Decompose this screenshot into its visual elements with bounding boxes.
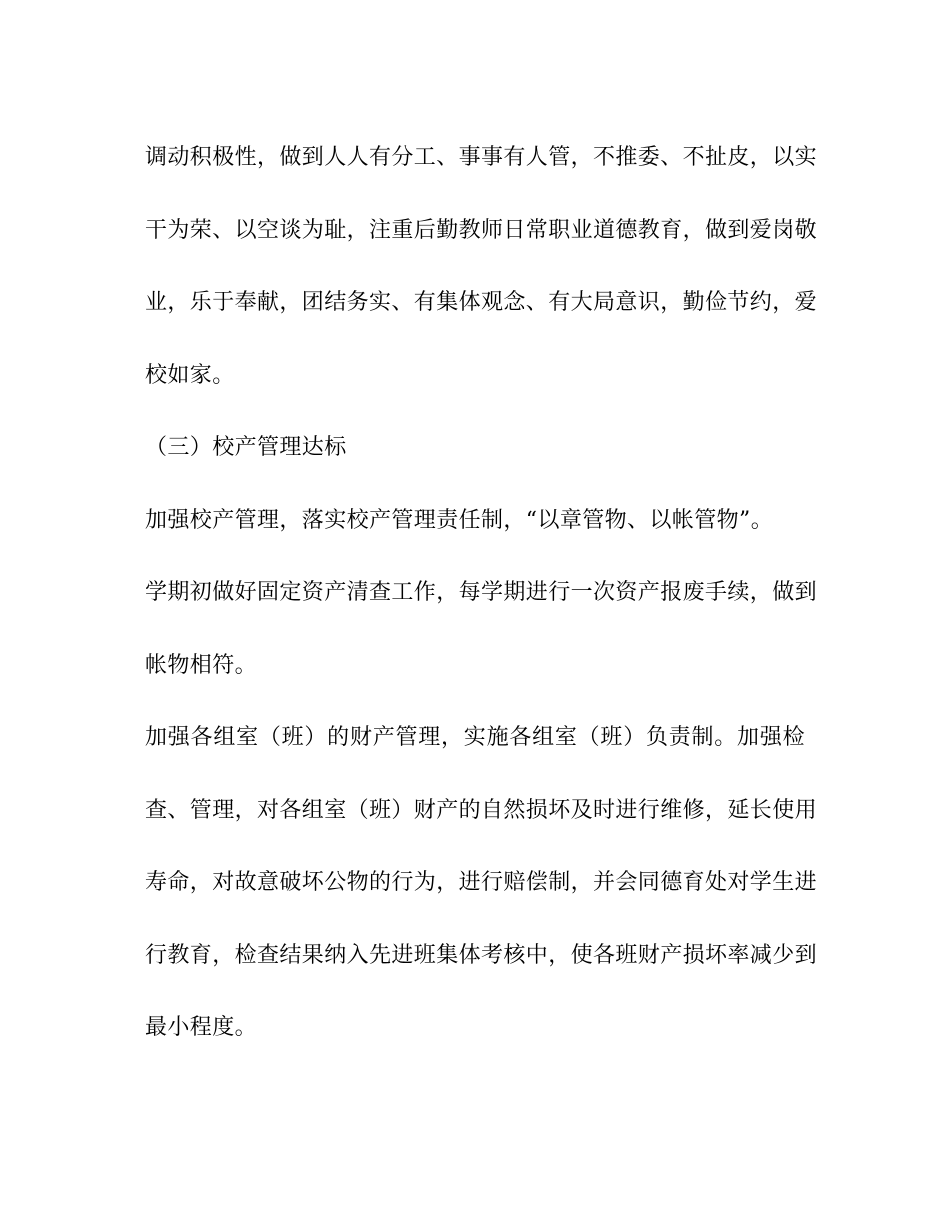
text-line: 加强各组室（班）的财产管理，实施各组室（班）负责制。加强检	[145, 725, 805, 750]
text-line: 业，乐于奉献，团结务实、有集体观念、有大局意识，勤俭节约，爱	[145, 290, 818, 315]
text-line: 学期初做好固定资产清查工作，每学期进行一次资产报废手续，做到	[145, 580, 818, 605]
text-line: 行教育，检查结果纳入先进班集体考核中，使各班财产损坏率减少到	[145, 942, 818, 968]
text-line: 最小程度。	[145, 1015, 258, 1040]
document-body	[145, 136, 818, 1079]
text-line: 校如家。	[145, 362, 235, 388]
text-line: 查、管理，对各组室（班）财产的自然损坏及时进行维修，延长使用	[145, 797, 818, 823]
text-line: 干为荣、以空谈为耻，注重后勤教师日常职业道德教育，做到爱岗敬	[145, 217, 818, 243]
text-line: 调动积极性，做到人人有分工、事事有人管，不推委、不扯皮，以实	[145, 145, 818, 170]
text-line: 帐物相符。	[145, 652, 258, 678]
text-line: 加强校产管理，落实校产管理责任制，“以章管物、以帐管物”。	[145, 507, 774, 533]
section-heading: （三）校产管理达标	[145, 435, 347, 460]
text-line: 寿命，对故意破坏公物的行为，进行赔偿制，并会同德育处对学生进	[145, 870, 818, 895]
